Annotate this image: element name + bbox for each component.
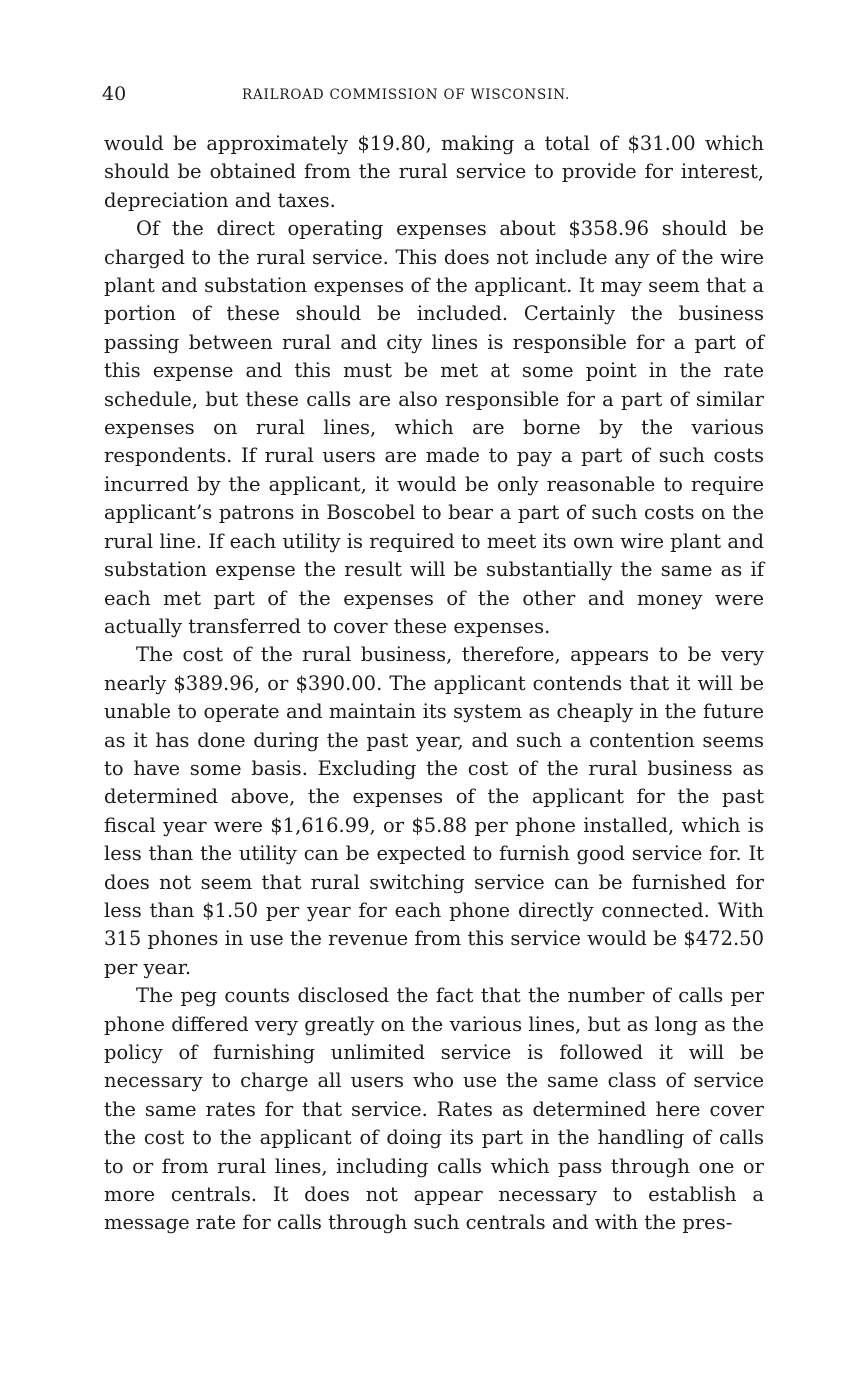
page-header [102,82,622,106]
paragraph-continued: would be approximately $19.80, making a total of $31.00 which should be obtained from the rural service to provide for interest, depreciation and taxes. [104,132,764,212]
page-number: 40 [102,83,127,105]
running-head: RAILROAD COMMISSION OF WISCONSIN. [242,87,571,103]
body-text [104,130,764,1238]
paragraph-peg-counts: The peg counts disclosed the fact that the number of calls per phone differed very greatly on the various lines, but as long as the policy of furnishing unlimited service is followed it will be necessary to charge all users who use the same class of service the same rates for that service. Rates as determined here cover the cost to the applicant of doing its part in the handling of calls to or from rural lines, including calls which pass through one or more centrals. It does not appear necessary to establish a message rate for calls through such centrals and with the pres- [104,984,764,1235]
paragraph-operating-expenses: Of the direct operating expenses about $358.96 should be charged to the rural service. This does not include any of the wire plant and substation expenses of the applicant. It may seem that a portion of these should be included. Certainly the business passing between rural and city lines is responsible for a part of this expense and this must be met at some point in the rate schedule, but these calls are also responsible for a part of similar expenses on rural lines, which are borne by the various respondents. If rural users are made to pay a part of such costs incurred by the applicant, it would be only reasonable to require applicant’s patrons in Boscobel to bear a part of such costs on the rural line. If each utility is required to meet its own wire plant and substation expense the result will be substantially the same as if each met part of the expenses of the other and money were actually transferred to cover these expenses. [104,217,764,638]
paragraph-rural-business-cost: The cost of the rural business, therefore, appears to be very nearly $389.96, or $390.00. The applicant contends that it will be unable to operate and maintain its system as cheaply in the future as it has done during the past year, and such a contention seems to have some basis. Excluding the cost of the rural business as determined above, the expenses of the applicant for the past fiscal year were $1,616.99, or $5.88 per phone installed, which is less than the utility can be expected to furnish good service for. It does not seem that rural switching service can be furnished for less than $1.50 per year for each phone directly connected. With 315 phones in use the revenue from this service would be $472.50 per year. [104,643,764,979]
